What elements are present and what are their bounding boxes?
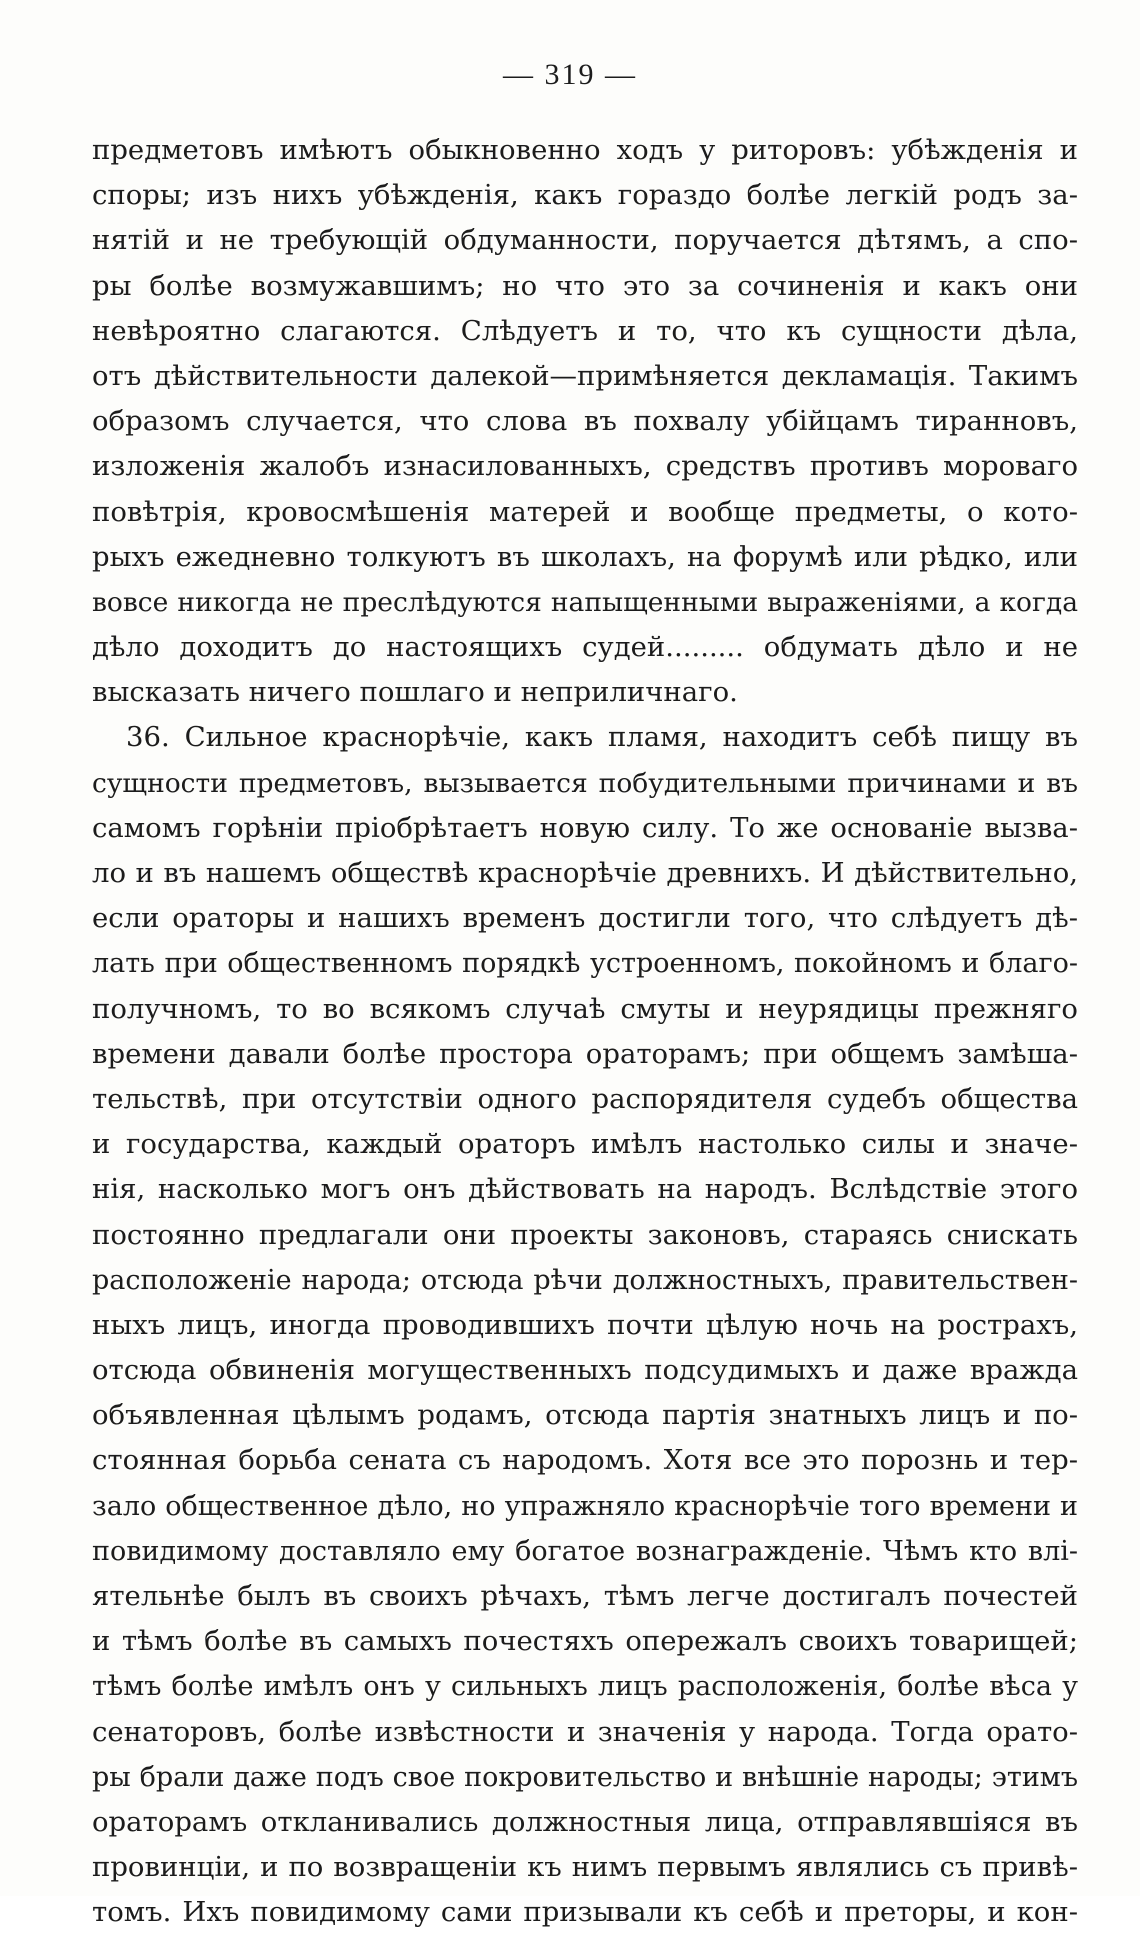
paragraph-end-line: высказать ничего пошлаго и неприличнаго.	[92, 676, 738, 709]
text-line: нія, насколько могъ онъ дѣйствовать на народъ. Вслѣдствіе этого	[92, 1173, 1078, 1206]
text-line: стоянная борьба сената съ народомъ. Хотя все это порознь и тер-	[92, 1444, 1078, 1477]
text-line: изложенія жалобъ изнасилованныхъ, средствъ противъ мороваго	[92, 450, 1078, 483]
text-line: и тѣмъ болѣе въ самыхъ почестяхъ опережалъ своихъ товарищей;	[92, 1625, 1078, 1658]
text-line: объявленная цѣлымъ родамъ, отсюда партія знатныхъ лицъ и по-	[92, 1399, 1078, 1432]
text-line: споры; изъ нихъ убѣжденія, какъ гораздо болѣе легкій родъ за-	[92, 179, 1078, 212]
text-line: лать при общественномъ порядкѣ устроенномъ, покойномъ и благо-	[92, 948, 1078, 980]
text-line: самомъ горѣніи пріобрѣтаетъ новую силу. То же основаніе вызва-	[92, 811, 1078, 844]
text-line: сенаторовъ, болѣе извѣстности и значенія у народа. Тогда орато-	[92, 1715, 1078, 1748]
text-line: повидимому доставляло ему богатое вознагражденіе. Чѣмъ кто влі-	[92, 1535, 1078, 1567]
text-line: ры болѣе возмужавшимъ; но что это за сочиненія и какъ они	[92, 269, 1078, 302]
text-line: провинціи, и по возвращеніи къ нимъ первымъ являлись съ привѣ-	[92, 1851, 1078, 1884]
section-36-first-line: 36. Сильное краснорѣчіе, какъ пламя, находитъ себѣ пищу въ	[126, 721, 1078, 754]
text-line: невѣроятно слагаются. Слѣдуетъ и то, что къ сущности дѣла,	[92, 314, 1078, 347]
text-line: образомъ случается, что слова въ похвалу убійцамъ тиранновъ,	[92, 405, 1078, 438]
text-line: отсюда обвиненія могущественныхъ подсудимыхъ и даже вражда	[92, 1354, 1078, 1387]
text-line: дѣло доходитъ до настоящихъ судей......... обдумать дѣло и не	[92, 631, 1078, 664]
text-line: отъ дѣйствительности далекой—примѣняется декламація. Такимъ	[92, 359, 1078, 392]
text-line: ораторамъ откланивались должностныя лица, отправлявшіяся въ	[92, 1805, 1078, 1838]
text-line: предметовъ имѣютъ обыкновенно ходъ у риторовъ: убѣжденія и	[92, 134, 1078, 166]
text-line: ры брали даже подъ свое покровительство и внѣшніе народы; этимъ	[92, 1761, 1078, 1793]
text-line: нятій и не требующій обдуманности, поручается дѣтямъ, а спо-	[92, 224, 1078, 257]
text-line: зало общественное дѣло, но упражняло краснорѣчіе того времени и	[92, 1490, 1078, 1522]
text-line: получномъ, то во всякомъ случаѣ смуты и неурядицы прежняго	[92, 992, 1078, 1025]
text-line: ятельнѣе былъ въ своихъ рѣчахъ, тѣмъ легче достигалъ почестей	[92, 1580, 1078, 1612]
text-line: рыхъ ежедневно толкуютъ въ школахъ, на форумѣ или рѣдко, или	[92, 540, 1078, 573]
text-line: и государства, каждый ораторъ имѣлъ настолько силы и значе-	[92, 1128, 1078, 1161]
text-line: томъ. Ихъ повидимому сами призывали къ себѣ и преторы, и кон-	[92, 1896, 1078, 1929]
text-line: повѣтрія, кровосмѣшенія матерей и вообще предметы, о кото-	[92, 495, 1078, 528]
text-line: постоянно предлагали они проекты законовъ, стараясь снискать	[92, 1218, 1078, 1251]
text-line: времени давали болѣе простора ораторамъ; при общемъ замѣша-	[92, 1037, 1078, 1070]
text-line: расположеніе народа; отсюда рѣчи должностныхъ, правительствен-	[92, 1264, 1078, 1296]
body-text	[92, 128, 1078, 1936]
text-line: вовсе никогда не преслѣдуются напыщенными выраженіями, а когда	[92, 586, 1078, 618]
page-number: — 319 —	[503, 58, 637, 91]
text-line: сущности предметовъ, вызывается побудительными причинами и въ	[92, 767, 1078, 799]
text-line: ло и въ нашемъ обществѣ краснорѣчіе древнихъ. И дѣйствительно,	[92, 857, 1078, 889]
text-line: тельствѣ, при отсутствіи одного распорядителя судебъ общества	[92, 1082, 1078, 1115]
text-line: тѣмъ болѣе имѣлъ онъ у сильныхъ лицъ расположенія, болѣе вѣса у	[92, 1671, 1078, 1703]
text-line: если ораторы и нашихъ временъ достигли того, что слѣдуетъ дѣ-	[92, 902, 1078, 935]
text-line: ныхъ лицъ, иногда проводившихъ почти цѣлую ночь на рострахъ,	[92, 1308, 1078, 1341]
